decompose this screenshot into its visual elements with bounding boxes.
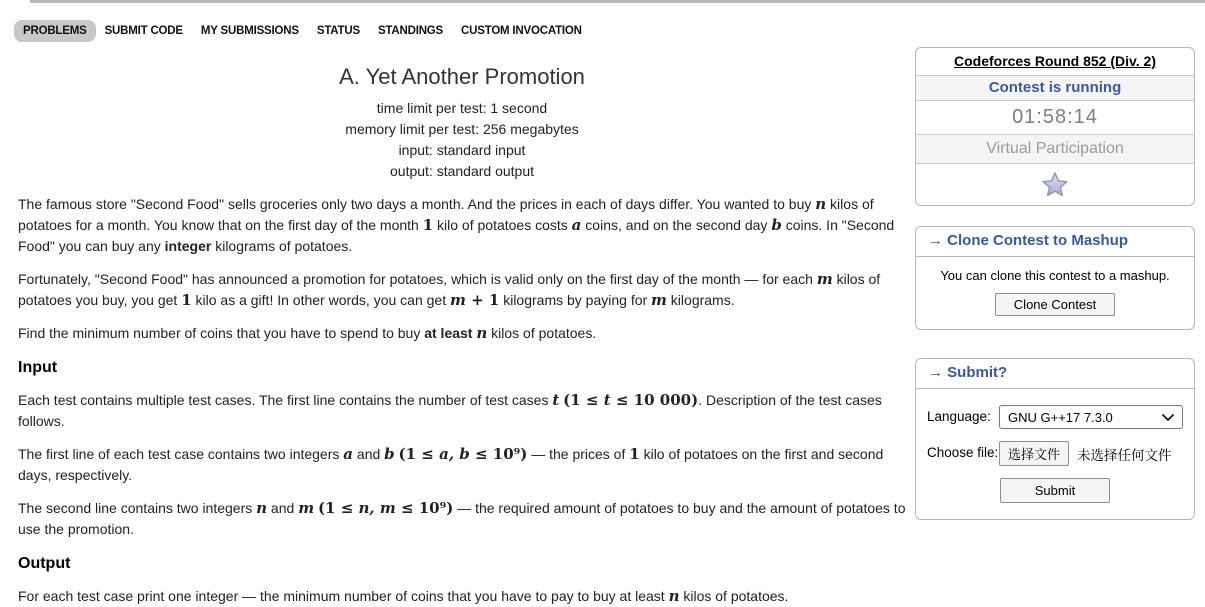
input-heading: Input [18,359,58,376]
clone-box-body [916,257,1194,329]
submit-box [915,358,1195,520]
choose-file-button[interactable]: 选择文件 [999,441,1069,466]
paragraph: Fortunately, "Second Food" has announced a promotion for potatoes, which is valid only on the first day of the month — for each m kilos of potatoes you buy, you get 1 kilo as a gift! In other words, you can get m + 1 kilograms by paying for m kilograms. [18,270,881,309]
paragraph: For each test case print one integer — the minimum number of coins that you have to pay to buy at least n kilos of potatoes. [18,587,789,605]
file-status-text: 未选择任何文件 [1077,447,1172,463]
contest-status: Contest is running [916,75,1194,100]
tab-custom-invocation[interactable]: CUSTOM INVOCATION [461,25,582,37]
input-paragraphs [18,390,906,540]
contest-box [915,47,1195,206]
statement-paragraphs [18,194,906,344]
clone-box-title: → Clone Contest to Mashup [916,227,1194,257]
virtual-participation-label: Virtual Participation [916,134,1194,163]
limit-line: input: standard input [398,142,526,158]
tab-my-submissions[interactable]: MY SUBMISSIONS [200,25,299,37]
limit-line: output: standard output [390,163,534,179]
top-divider-bar [30,0,1205,3]
submit-button[interactable]: Submit [1000,478,1110,503]
tab-problems[interactable]: PROBLEMS [14,20,96,42]
submit-box-title: → Submit? [916,359,1194,389]
paragraph: Each test contains multiple test cases. The first line contains the number of test cases t (1 ≤ t ≤ 10 000). Description of the test cases follows. [18,391,882,429]
language-select[interactable] [999,405,1183,429]
clone-contest-button[interactable]: Clone Contest [995,293,1115,316]
clone-contest-box [915,226,1195,330]
file-input [999,441,1172,466]
tab-status[interactable]: STATUS [316,25,360,37]
choose-file-label: Choose file: [927,445,999,460]
limit-line: memory limit per test: 256 megabytes [345,121,579,137]
paragraph: Find the minimum number of coins that you have to spend to buy at least n kilos of potatoes. [18,324,597,342]
problem-title: A. Yet Another Promotion [339,64,585,89]
star-icon[interactable] [1042,172,1068,196]
clone-box-text: You can clone this contest to a mashup. [940,268,1170,283]
tab-bar [14,20,591,42]
sidebar [915,47,1195,520]
paragraph: The first line of each test case contains two integers a and b (1 ≤ a, b ≤ 10⁹) — the prices of 1 kilo of potatoes on the first and second days, respectively. [18,445,884,483]
paragraph: The second line contains two integers n and m (1 ≤ n, m ≤ 10⁹) — the required amount of potatoes to buy and the amount of potatoes to use the promotion. [18,499,906,537]
submit-form [916,389,1194,519]
paragraph: The famous store "Second Food" sells groceries only two days a month. And the prices in each of days differ. You wanted to buy n kilos of potatoes for a month. You know that on the first day of the month 1 kilo of potatoes costs a coins, and on the second day b coins. In "Second Food" you can buy any integer kilograms of potatoes. [18,195,895,254]
chevron-down-icon [1162,414,1174,421]
problem-statement [18,60,906,607]
tab-submit-code[interactable]: SUBMIT CODE [104,25,183,37]
output-heading: Output [18,555,71,572]
language-selected-value: GNU G++17 7.3.0 [1008,409,1113,425]
problem-limits [18,98,906,182]
tab-standings[interactable]: STANDINGS [377,25,444,37]
contest-title-link[interactable]: Codeforces Round 852 (Div. 2) [953,53,1156,69]
language-label: Language: [927,409,991,424]
contest-timer: 01:58:14 [916,100,1194,134]
star-row [916,163,1194,205]
limit-line: time limit per test: 1 second [376,100,548,116]
output-paragraphs [18,586,906,607]
